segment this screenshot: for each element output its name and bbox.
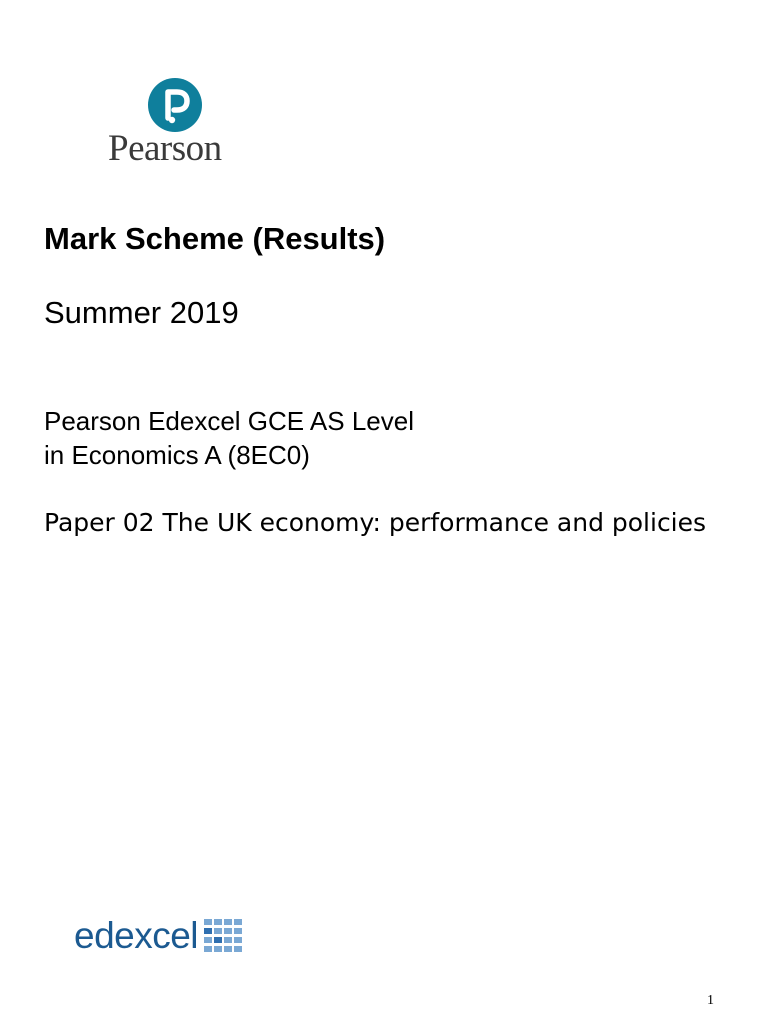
pearson-logo (104, 78, 246, 168)
pearson-wordmark: Pearson (108, 128, 222, 169)
qualification-line-1: Pearson Edexcel GCE AS Level (44, 406, 414, 436)
document-title: Mark Scheme (Results) (44, 221, 386, 256)
qualification-line-2: in Economics A (8EC0) (44, 440, 310, 470)
qualification (44, 404, 414, 472)
paper-title: Paper 02 The UK economy: performance and policies (44, 508, 707, 537)
page-number: 1 (707, 993, 714, 1008)
edexcel-dot-grid-icon (204, 919, 244, 953)
edexcel-logo (74, 914, 244, 958)
exam-session: Summer 2019 (44, 295, 239, 330)
pearson-p-logo-icon (148, 78, 202, 132)
edexcel-wordmark: edexcel (74, 915, 199, 956)
